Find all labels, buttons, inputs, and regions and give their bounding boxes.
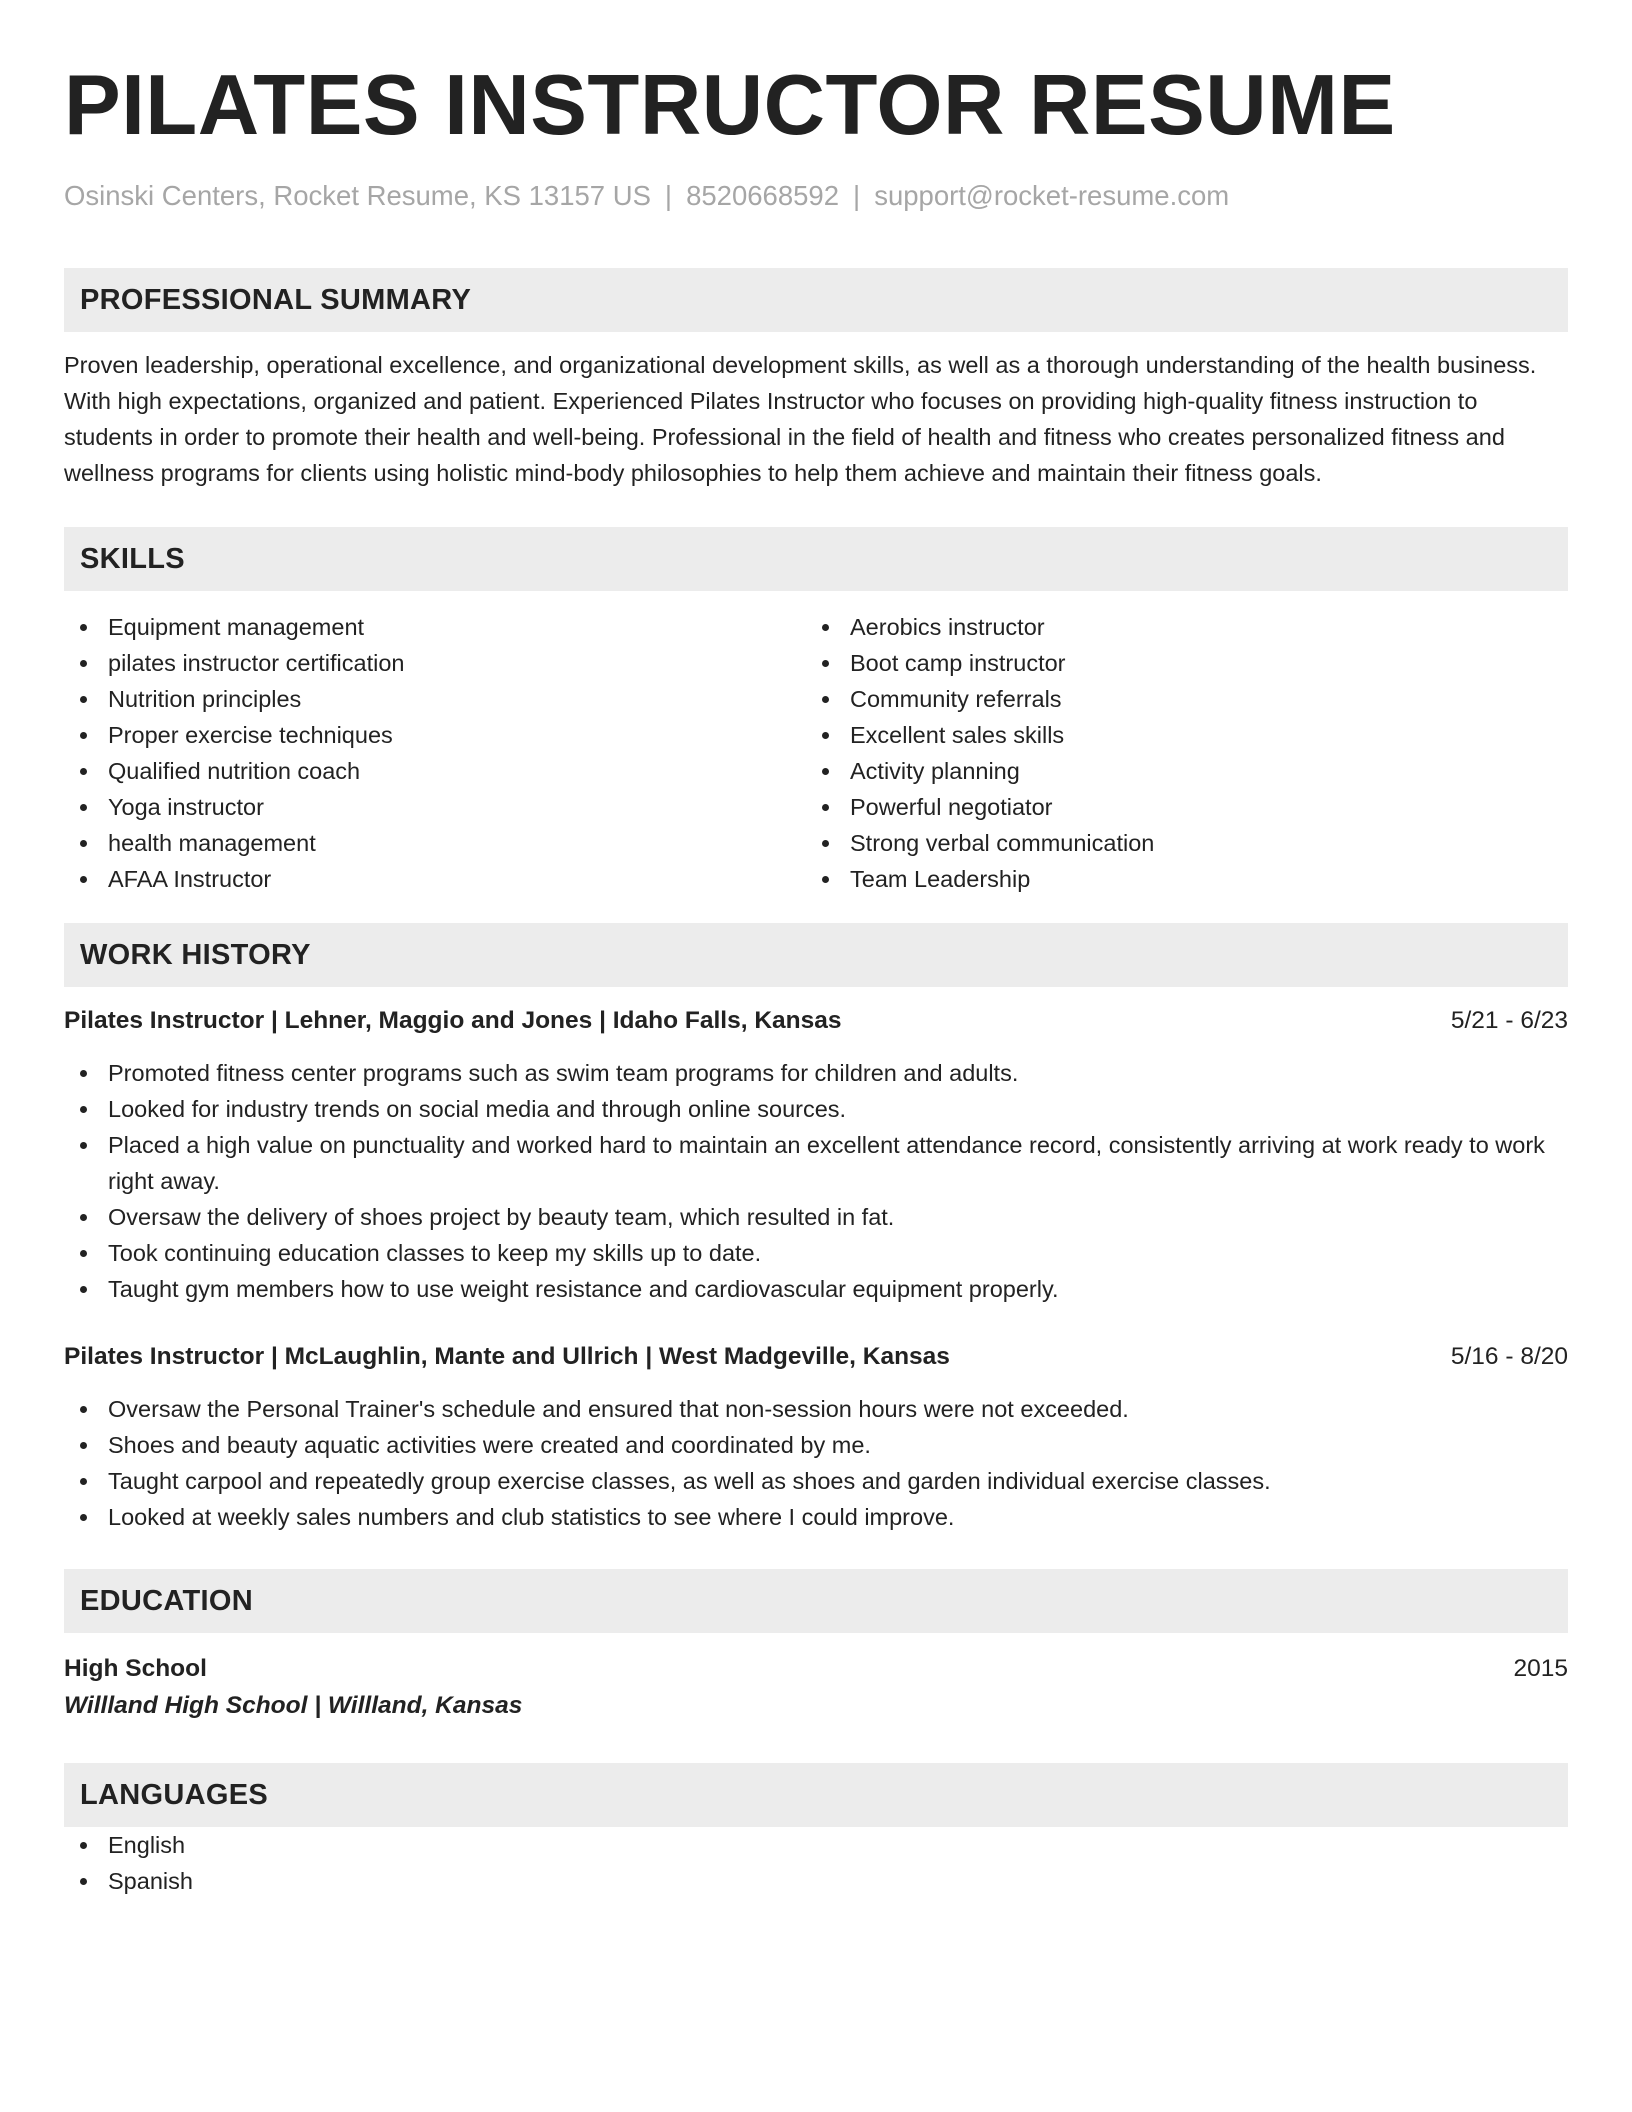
skill-item: Qualified nutrition coach: [64, 753, 806, 789]
job-bullet: Oversaw the Personal Trainer's schedule and ensured that non-session hours were not exceeded.: [64, 1391, 1568, 1427]
job-bullet: Placed a high value on punctuality and worked hard to maintain an excellent attendance record, consistently arriving at work ready to work right away.: [64, 1127, 1568, 1199]
job-heading: Pilates Instructor | McLaughlin, Mante and Ullrich | West Madgeville, Kansas: [64, 1343, 950, 1370]
skill-item: Boot camp instructor: [806, 645, 1548, 681]
education-school: Willland High School | Willland, Kansas: [64, 1692, 523, 1719]
job-entry: [64, 1339, 1568, 1535]
skills-list-left: [64, 609, 806, 897]
job-heading: Pilates Instructor | Lehner, Maggio and Jones | Idaho Falls, Kansas: [64, 1007, 842, 1034]
contact-phone: 8520668592: [686, 180, 840, 211]
skill-item: Powerful negotiator: [806, 789, 1548, 825]
skill-item: Nutrition principles: [64, 681, 806, 717]
job-bullet: Looked at weekly sales numbers and club statistics to see where I could improve.: [64, 1499, 1568, 1535]
skill-item: AFAA Instructor: [64, 861, 806, 897]
contact-separator: |: [664, 180, 673, 211]
skills-column-right: [806, 609, 1548, 897]
skill-item: Yoga instructor: [64, 789, 806, 825]
skill-item: health management: [64, 825, 806, 861]
resume-title: PILATES INSTRUCTOR RESUME: [64, 58, 1396, 153]
summary-text: Proven leadership, operational excellence, and organizational development skills, as well as a thorough understanding of the health business. With high expectations, organized and patient. Experienced Pilates Instructor who focuses on providing high-quality fitness instruction to students in order to promote their health and well-being. Professional in the field of health and fitness who creates personalized fitness and wellness programs for clients using holistic mind-body philosophies to help them achieve and maintain their fitness goals.: [64, 352, 1537, 486]
section-header-education: EDUCATION: [64, 1569, 1568, 1633]
skills-grid: [64, 609, 1568, 897]
job-bullet: Taught gym members how to use weight resistance and cardiovascular equipment properly.: [64, 1271, 1568, 1307]
job-bullet: Taught carpool and repeatedly group exercise classes, as well as shoes and garden individual exercise classes.: [64, 1463, 1568, 1499]
education-header: [64, 1651, 1568, 1687]
job-bullet: Took continuing education classes to keep my skills up to date.: [64, 1235, 1568, 1271]
education-year: 2015: [1513, 1655, 1568, 1682]
contact-line: [64, 178, 1568, 214]
job-bullet: Oversaw the delivery of shoes project by beauty team, which resulted in fat.: [64, 1199, 1568, 1235]
job-bullets: [64, 1055, 1568, 1307]
section-header-skills: SKILLS: [64, 527, 1568, 591]
job-entry: [64, 1003, 1568, 1307]
skill-item: Strong verbal communication: [806, 825, 1548, 861]
job-header: [64, 1339, 1568, 1375]
skill-item: Equipment management: [64, 609, 806, 645]
job-header: [64, 1003, 1568, 1039]
section-header-summary: PROFESSIONAL SUMMARY: [64, 268, 1568, 332]
job-bullets: [64, 1391, 1568, 1535]
section-header-work-history: WORK HISTORY: [64, 923, 1568, 987]
resume-page: [64, 56, 1568, 1899]
languages-list: [64, 1827, 1568, 1899]
language-item: Spanish: [64, 1863, 1568, 1899]
contact-separator: |: [853, 180, 861, 211]
contact-address: Osinski Centers, Rocket Resume, KS 13157 US: [64, 180, 651, 211]
contact-email: support@rocket-resume.com: [874, 180, 1230, 211]
skill-item: Excellent sales skills: [806, 717, 1548, 753]
job-bullet: Looked for industry trends on social media and through online sources.: [64, 1091, 1568, 1127]
job-bullet: Promoted fitness center programs such as swim team programs for children and adults.: [64, 1055, 1568, 1091]
job-dates: 5/16 - 8/20: [1450, 1343, 1568, 1370]
skill-item: Activity planning: [806, 753, 1548, 789]
job-dates: 5/21 - 6/23: [1450, 1007, 1568, 1034]
skills-column-left: [64, 609, 806, 897]
skill-item: Proper exercise techniques: [64, 717, 806, 753]
skills-list-right: [806, 609, 1548, 897]
language-item: English: [64, 1827, 1568, 1863]
skill-item: pilates instructor certification: [64, 645, 806, 681]
skill-item: Aerobics instructor: [806, 609, 1548, 645]
skill-item: Team Leadership: [806, 861, 1548, 897]
skill-item: Community referrals: [806, 681, 1548, 717]
job-bullet: Shoes and beauty aquatic activities were created and coordinated by me.: [64, 1427, 1568, 1463]
education-degree: High School: [64, 1655, 207, 1682]
section-header-languages: LANGUAGES: [64, 1763, 1568, 1827]
